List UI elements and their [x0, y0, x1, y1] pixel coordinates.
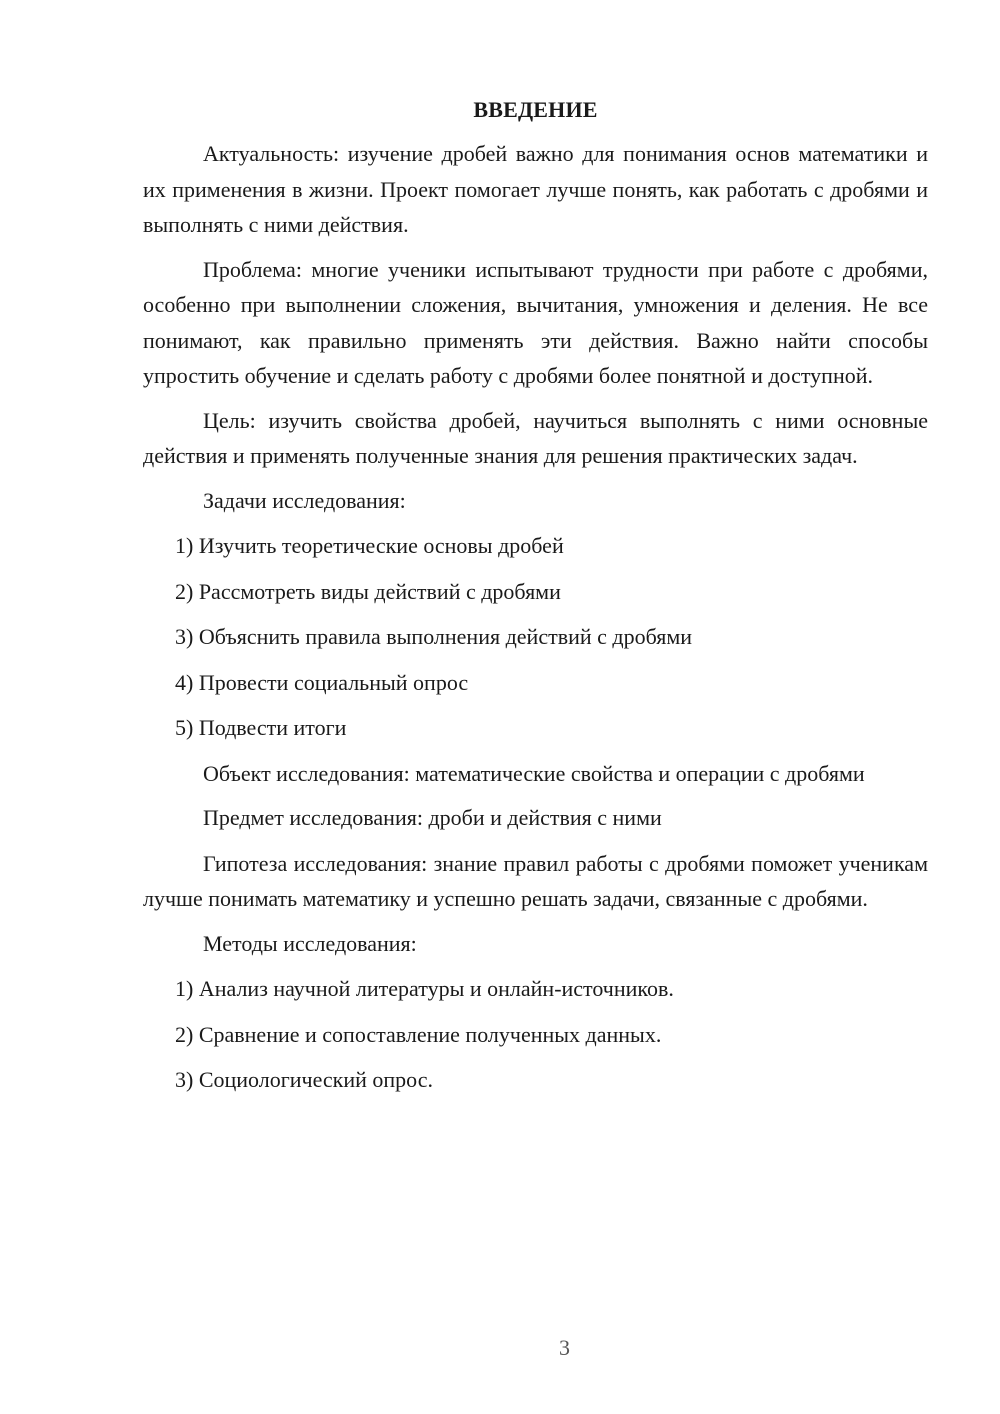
paragraph-subject: Предмет исследования: дроби и действия с ними: [203, 805, 662, 830]
task-item: 4) Провести социальный опрос: [175, 669, 469, 695]
paragraph-hypothesis: Гипотеза исследования: знание правил работы с дробями поможет ученикам лучше понимать математику и успешно решать задачи, связанные с дробями.: [143, 850, 928, 911]
paragraph-relevance: Актуальность: изучение дробей важно для понимания основ математики и их применения в жизни. Проект помогает лучше понять, как работать с дробями и выполнять с ними действия.: [143, 141, 928, 237]
paragraph-object: Объект исследования: математические свойства и операции с дробями: [203, 760, 865, 786]
section-title: ВВЕДЕНИЕ: [473, 97, 598, 122]
task-item: 3) Объяснить правила выполнения действий с дробями: [175, 624, 693, 649]
methods-heading: Методы исследования:: [203, 930, 417, 956]
method-item: 2) Сравнение и сопоставление полученных данных.: [175, 1021, 662, 1047]
paragraph-goal: Цель: изучить свойства дробей, научиться выполнять с ними основные действия и применять полученные знания для решения практических задач.: [143, 407, 928, 468]
paragraph-problem: Проблема: многие ученики испытывают трудности при работе с дробями, особенно при выполнении сложения, вычитания, умножения и деления. Не все понимают, как правильно применять эти действия. Важно найти способы упростить обучение и сделать работу с дробями более понятной и доступной.: [143, 256, 928, 388]
tasks-heading: Задачи исследования:: [203, 487, 406, 513]
task-item: 1) Изучить теоретические основы дробей: [175, 533, 564, 558]
task-item: 2) Рассмотреть виды действий с дробями: [175, 578, 561, 604]
page-content: [143, 93, 928, 1108]
page-number: 3: [559, 1335, 570, 1360]
method-item: 3) Социологический опрос.: [175, 1067, 433, 1092]
method-item: 1) Анализ научной литературы и онлайн-источников.: [175, 976, 674, 1001]
task-item: 5) Подвести итоги: [175, 715, 347, 740]
